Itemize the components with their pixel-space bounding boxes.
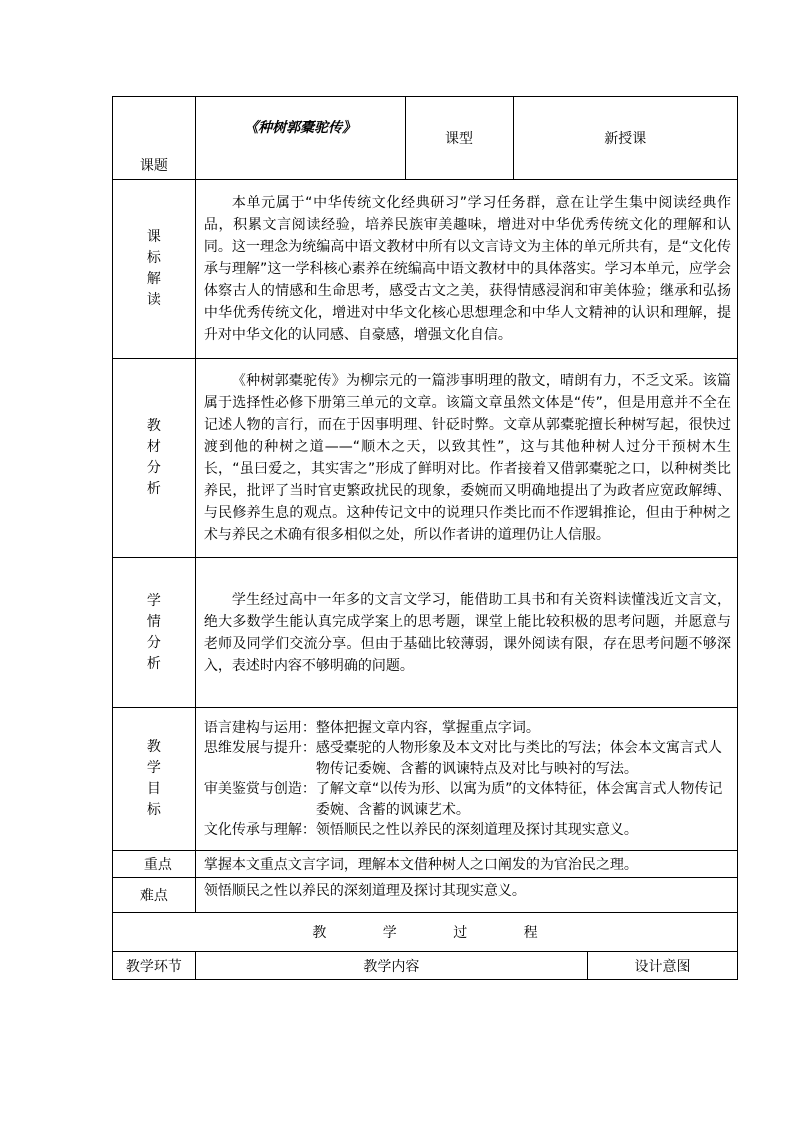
curriculum-label: 课 标 解 读 xyxy=(113,180,196,359)
students-row xyxy=(113,558,738,708)
students-label: 学 情 分 析 xyxy=(113,558,196,708)
key-point-row xyxy=(113,851,738,878)
column-header-row xyxy=(113,952,738,980)
textbook-label: 教 材 分 析 xyxy=(113,359,196,558)
goals-list xyxy=(195,708,737,851)
col-content: 教学内容 xyxy=(195,952,587,980)
difficulty-row xyxy=(113,878,738,913)
type-value: 新授课 xyxy=(513,97,737,180)
lesson-title: 《种树郭橐驼传》 xyxy=(195,97,405,180)
goal-item: 文化传承与理解： 领悟顺民之性以养民的深刻道理及探讨其现实意义。 xyxy=(203,822,638,838)
col-step: 教学环节 xyxy=(113,952,196,980)
goal-item: 审美鉴赏与创造： 了解文章“以传为形、以寓为质”的文体特征，体会寓言式人物传记委婉、含蓄的讽谏艺术。 xyxy=(203,781,723,818)
header-row xyxy=(113,97,738,180)
students-text: 学生经过高中一年多的文言文学习，能借助工具书和有关资料读懂浅近文言文，绝大多数学生能认真完成学案上的思考题，课堂上能比较积极的思考问题，并愿意与老师及同学们交流分享。但由于基础比较薄弱，课外阅读有限，存在思考问题不够深入，表述时内容不够明确的问题。 xyxy=(195,558,737,708)
goal-item: 思维发展与提升： 感受橐驼的人物形象及本文对比与类比的写法；体会本文寓言式人物传记委婉、含蓄的讽谏特点及对比与映衬的写法。 xyxy=(203,740,722,777)
key-point-label: 重点 xyxy=(113,851,196,878)
textbook-row xyxy=(113,359,738,558)
goal-item: 语言建构与运用： 整体把握文章内容，掌握重点字词。 xyxy=(203,719,540,736)
goals-row xyxy=(113,708,738,851)
key-point-text: 掌握本文重点文言字词，理解本文借种树人之口阐发的为官治民之理。 xyxy=(195,851,737,878)
lesson-plan-table xyxy=(112,96,738,980)
col-intent: 设计意图 xyxy=(587,952,737,980)
process-heading: 教 学 过 程 xyxy=(113,913,738,952)
curriculum-row xyxy=(113,180,738,359)
goals-label: 教 学 目 标 xyxy=(113,708,196,851)
difficulty-label: 难点 xyxy=(113,878,196,913)
textbook-text: 《种树郭橐驼传》为柳宗元的一篇涉事明理的散文，晴朗有力，不乏文采。该篇属于选择性必修下册第三单元的文章。该篇文章虽然文体是“传”，但是用意并不全在记述人物的言行，而在于因事明理、针砭时弊。文章从郭橐驼擅长种树写起，很快过渡到他的种树之道——“顺木之天，以致其性”，这与其他种树人过分干预树木生长，“虽曰爱之，其实害之”形成了鲜明对比。作者接着又借郭橐驼之口，以种树类比养民，批评了当时官吏繁政扰民的现象，委婉而又明确地提出了为政者应宽政解缚、与民修养生息的观点。这种传记文中的说理只作类比而不作逻辑推论，但由于种树之术与养民之术确有很多相似之处，所以作者讲的道理仍让人信服。 xyxy=(195,359,737,558)
type-label: 课型 xyxy=(405,97,513,180)
curriculum-text: 本单元属于“中华传统文化经典研习”学习任务群，意在让学生集中阅读经典作品，积累文言阅读经验，培养民族审美趣味，增进对中华优秀传统文化的理解和认同。这一理念为统编高中语文教材中所有以文言诗文为主体的单元所共有，是“文化传承与理解”这一学科核心素养在统编高中语文教材中的具体落实。学习本单元，应学会体察古人的情感和生命思考，感受古文之美，获得情感浸润和审美体验；继承和弘扬中华优秀传统文化，增进对中华文化核心思想理念和中华人文精神的认识和理解，提升对中华文化的认同感、自豪感，增强文化自信。 xyxy=(195,180,737,359)
difficulty-text: 领悟顺民之性以养民的深刻道理及探讨其现实意义。 xyxy=(195,878,737,913)
process-row xyxy=(113,913,738,952)
topic-label: 课题 xyxy=(113,97,196,180)
